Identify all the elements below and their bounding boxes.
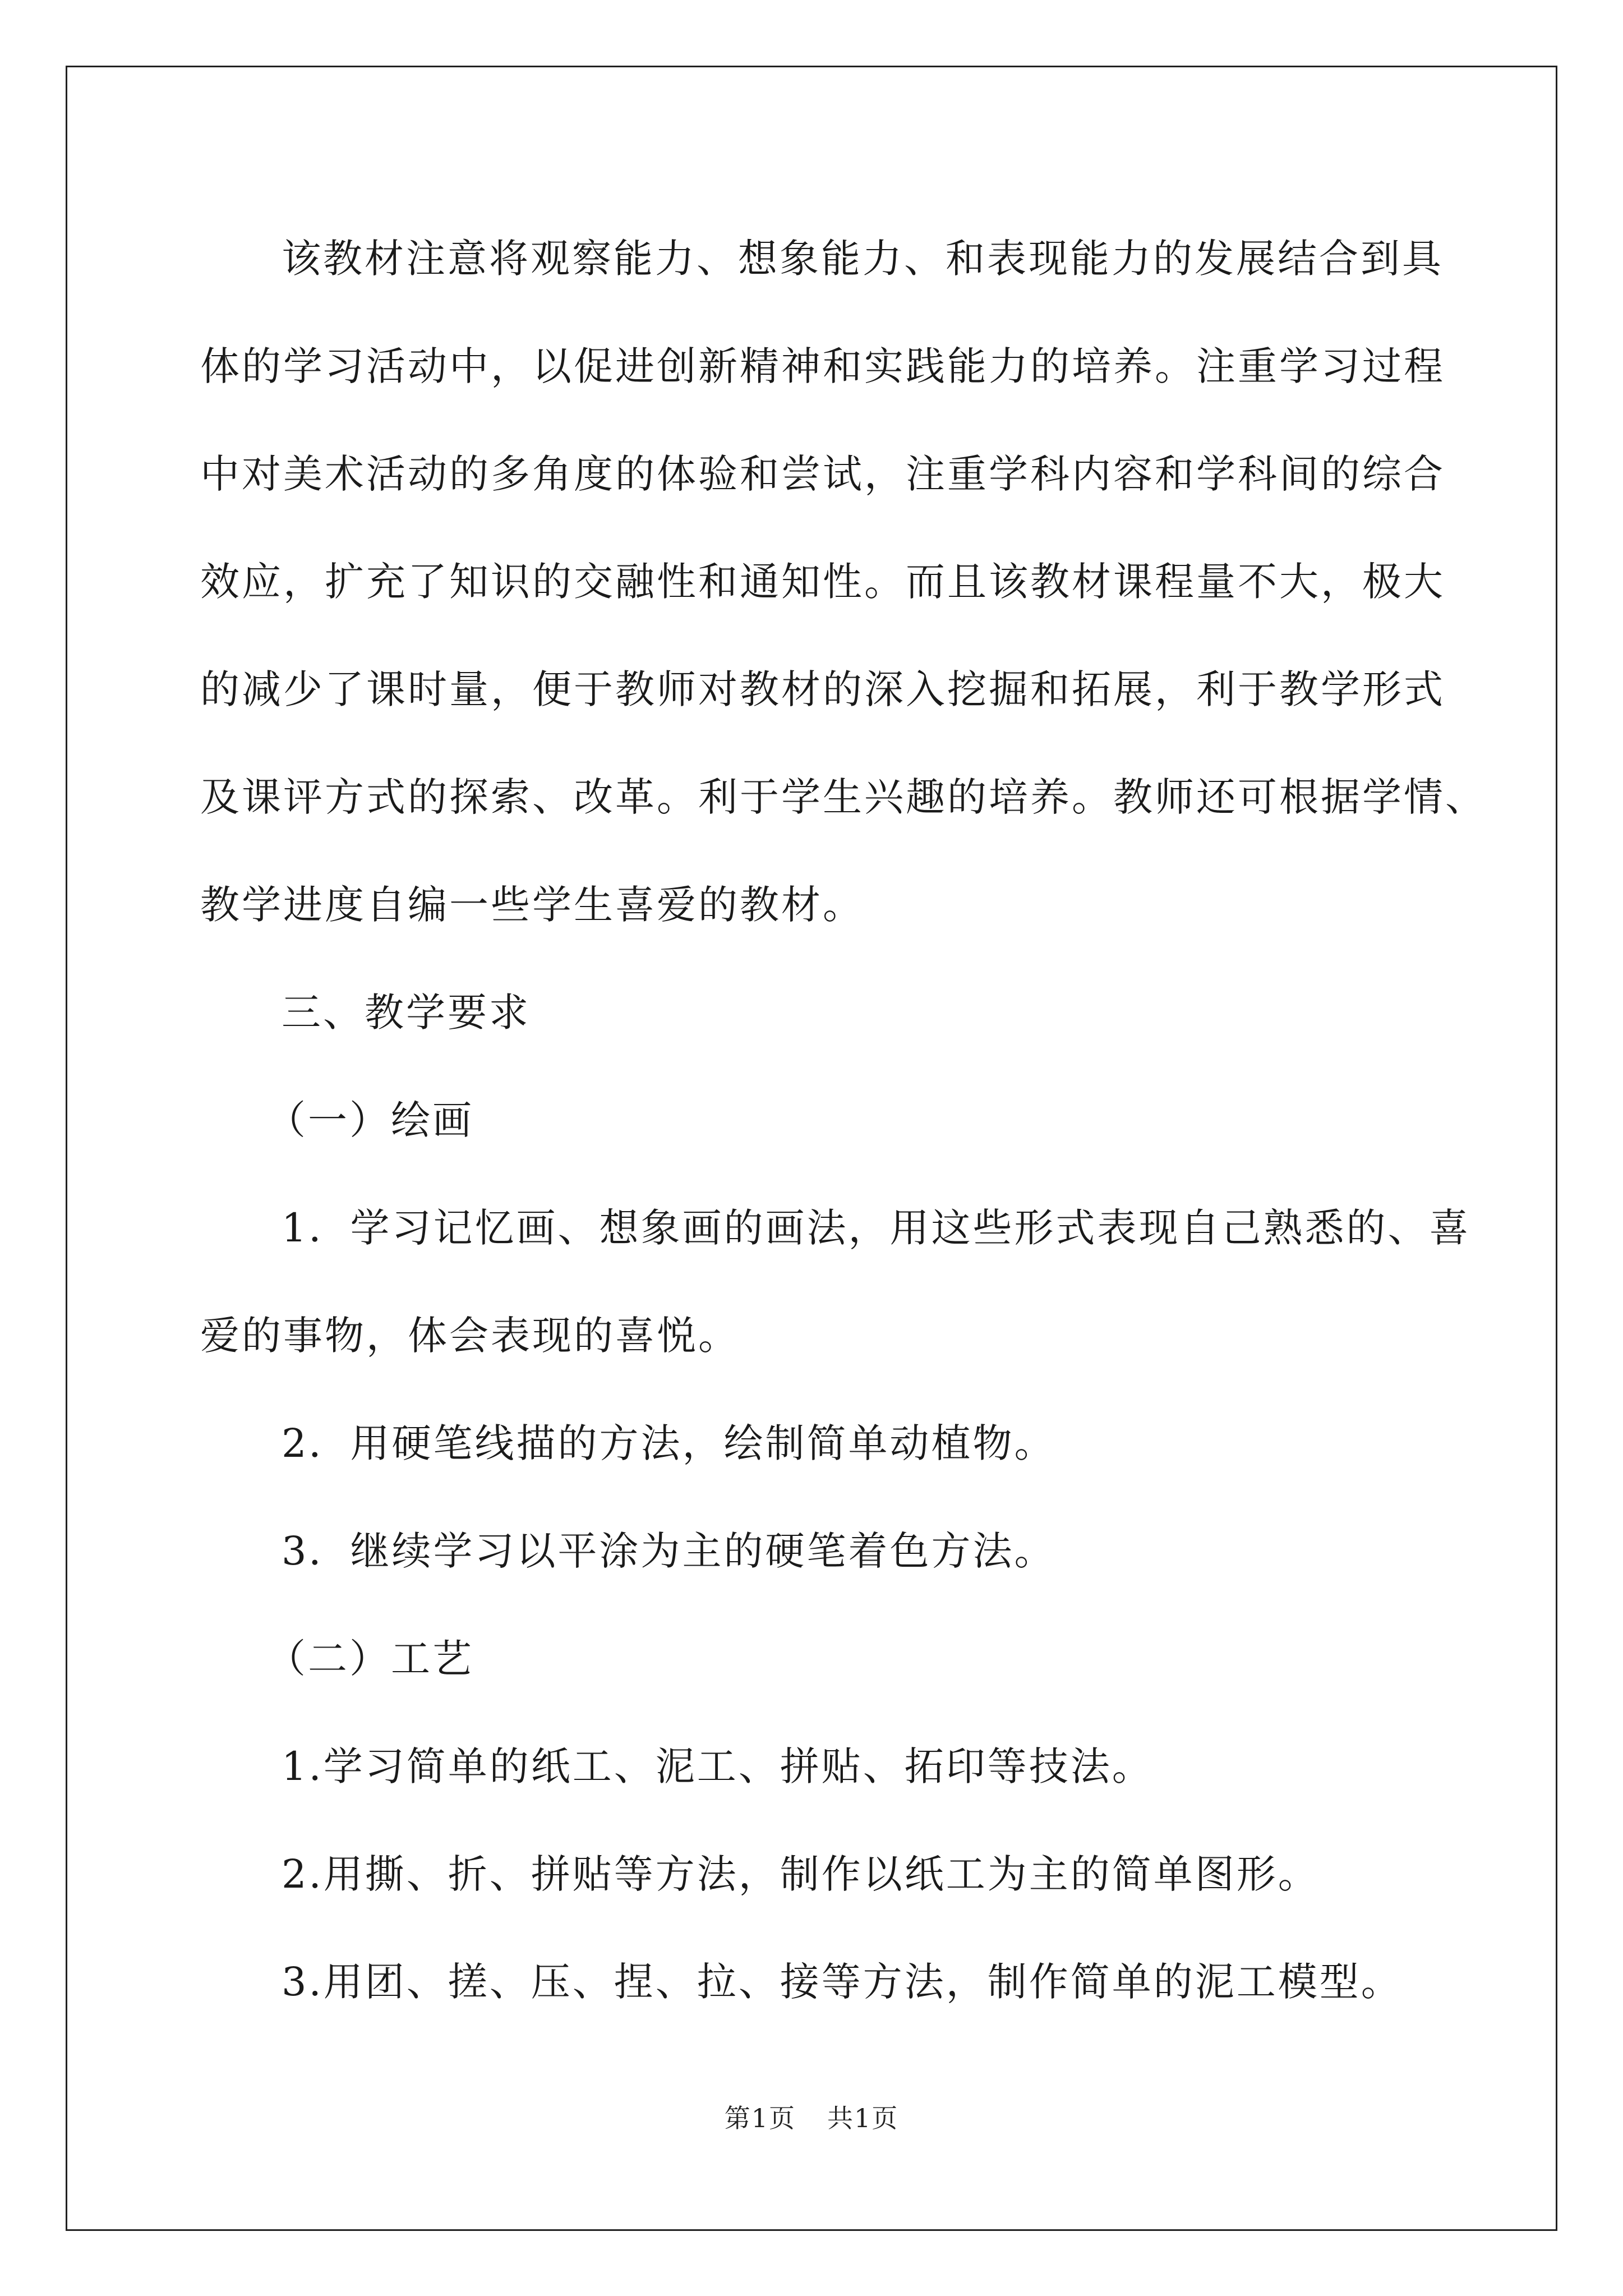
text-line: 教学进度自编一些学生喜爱的教材。 (200, 882, 864, 928)
list-item: 3.用团、搓、压、捏、拉、接等方法，制作简单的泥工模型。 (282, 1959, 1403, 2005)
text-line: 该教材注意将观察能力、想象能力、和表现能力的发展结合到具 (282, 236, 1444, 282)
text-line: 中对美术活动的多角度的体验和尝试，注重学科内容和学科间的综合 (200, 451, 1445, 497)
text-line: 爱的事物，体会表现的喜悦。 (200, 1313, 740, 1359)
text-line: 效应，扩充了知识的交融性和通知性。而且该教材课程量不大，极大 (200, 559, 1445, 605)
list-item: 2．用硬笔线描的方法，绘制简单动植物。 (282, 1420, 1056, 1466)
list-item: 1.学习简单的纸工、泥工、拼贴、拓印等技法。 (282, 1743, 1154, 1789)
page-total: 共1页 (827, 2103, 899, 2133)
list-item: 3．继续学习以平涂为主的硬笔着色方法。 (282, 1528, 1056, 1574)
page-number: 第1页 (724, 2103, 796, 2133)
subsection-heading: （二）工艺 (266, 1636, 474, 1682)
text-line: 及课评方式的探索、改革。利于学生兴趣的培养。教师还可根据学情、 (200, 774, 1487, 820)
text-line: 体的学习活动中，以促进创新精神和实践能力的培养。注重学习过程 (200, 343, 1445, 389)
text-line: 的减少了课时量，便于教师对教材的深入挖掘和拓展，利于教学形式 (200, 666, 1445, 712)
list-item: 1．学习记忆画、想象画的画法，用这些形式表现自己熟悉的、喜 (282, 1205, 1471, 1251)
subsection-heading: （一）绘画 (266, 1097, 474, 1143)
text-lines (200, 205, 1487, 2036)
document-body (200, 205, 1487, 2036)
section-heading: 三、教学要求 (282, 990, 531, 1036)
list-item: 2.用撕、折、拼贴等方法，制作以纸工为主的简单图形。 (282, 1851, 1320, 1897)
page-footer (0, 2098, 1623, 2135)
